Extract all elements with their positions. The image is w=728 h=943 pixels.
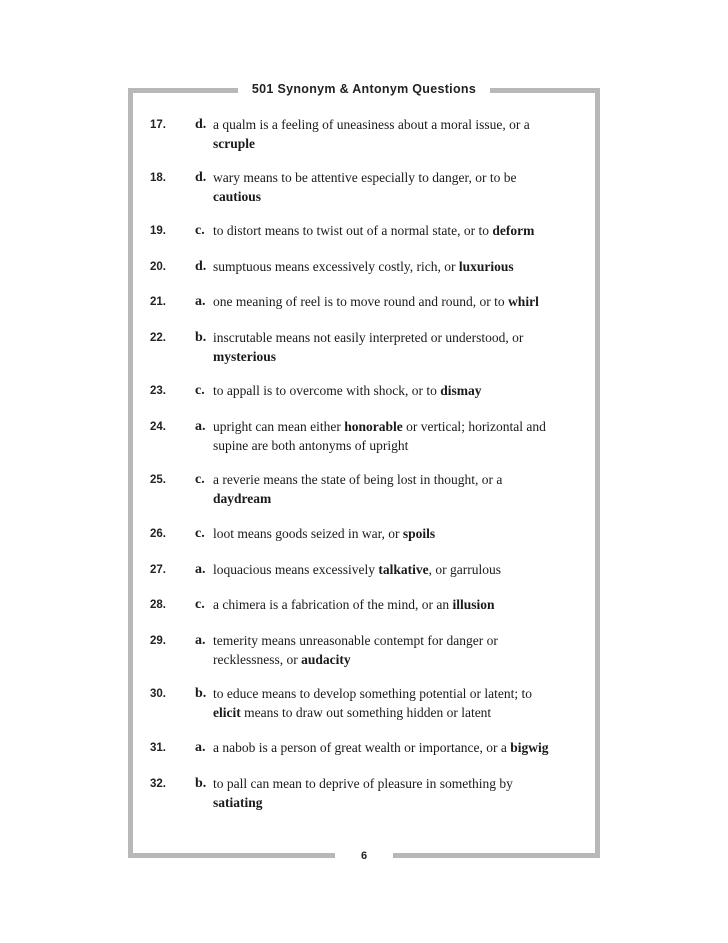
answer-letter: c. bbox=[195, 223, 205, 238]
answer-letter: b. bbox=[195, 330, 207, 345]
answer-word: honorable bbox=[344, 419, 403, 434]
answer-word: scruple bbox=[213, 136, 255, 151]
answer-explanation: temerity means unreasonable contempt for danger or recklessness, or audacity bbox=[213, 633, 498, 667]
answer-number: 29. bbox=[150, 635, 166, 647]
answer-word: whirl bbox=[508, 294, 539, 309]
answer-word: illusion bbox=[452, 597, 495, 612]
answer-item-30 bbox=[150, 684, 570, 722]
answer-item-25 bbox=[150, 470, 570, 508]
running-footer bbox=[0, 846, 728, 864]
answer-letter: a. bbox=[195, 633, 206, 648]
answer-number: 28. bbox=[150, 599, 166, 611]
answer-explanation: a nabob is a person of great wealth or importance, or a bigwig bbox=[213, 740, 549, 755]
answer-word: cautious bbox=[213, 189, 262, 204]
answer-word: audacity bbox=[301, 652, 351, 667]
answer-explanation: a reverie means the state of being lost in thought, or a daydream bbox=[213, 472, 503, 506]
answer-letter: a. bbox=[195, 562, 206, 577]
answer-explanation: loquacious means excessively talkative, or garrulous bbox=[213, 562, 501, 577]
answer-number: 31. bbox=[150, 742, 166, 754]
answer-word: luxurious bbox=[458, 259, 514, 274]
answer-explanation: a chimera is a fabrication of the mind, or an illusion bbox=[213, 597, 495, 612]
answer-item-20 bbox=[150, 257, 570, 276]
answer-letter: d. bbox=[195, 170, 207, 185]
answer-number: 24. bbox=[150, 421, 166, 433]
running-header bbox=[0, 80, 728, 98]
answer-word: mysterious bbox=[213, 349, 276, 364]
answer-item-27 bbox=[150, 560, 570, 579]
answer-word: spoils bbox=[402, 526, 436, 541]
answer-letter: c. bbox=[195, 472, 205, 487]
answer-word: satiating bbox=[213, 795, 263, 810]
answer-letter: c. bbox=[195, 383, 205, 398]
answer-explanation: inscrutable means not easily interpreted or understood, or mysterious bbox=[213, 330, 524, 364]
answer-item-31 bbox=[150, 738, 570, 757]
answer-letter: b. bbox=[195, 686, 207, 701]
answer-number: 18. bbox=[150, 172, 166, 184]
answer-item-23 bbox=[150, 381, 570, 400]
answer-explanation: loot means goods seized in war, or spoils bbox=[213, 526, 436, 541]
answer-number: 17. bbox=[150, 119, 166, 131]
answer-letter: d. bbox=[195, 117, 207, 132]
answer-explanation: to appall is to overcome with shock, or to dismay bbox=[213, 383, 482, 398]
answer-explanation: to educe means to develop something potential or latent; to elicit means to draw out something hidden or latent bbox=[213, 686, 533, 720]
answer-number: 27. bbox=[150, 564, 166, 576]
answer-item-21 bbox=[150, 292, 570, 311]
answer-letter: b. bbox=[195, 776, 207, 791]
answer-word: talkative bbox=[378, 562, 429, 577]
answer-number: 26. bbox=[150, 528, 166, 540]
answer-word: bigwig bbox=[510, 740, 549, 755]
answer-item-28 bbox=[150, 595, 570, 614]
answer-number: 22. bbox=[150, 332, 166, 344]
answer-letter: a. bbox=[195, 740, 206, 755]
answer-number: 25. bbox=[150, 474, 166, 486]
answer-item-18 bbox=[150, 168, 570, 206]
answer-number: 30. bbox=[150, 688, 166, 700]
answer-explanation: to distort means to twist out of a normal state, or to deform bbox=[213, 223, 535, 238]
answer-item-17 bbox=[150, 115, 570, 153]
answer-item-32 bbox=[150, 774, 570, 812]
answer-word: dismay bbox=[440, 383, 482, 398]
answer-explanation: to pall can mean to deprive of pleasure in something by satiating bbox=[213, 776, 513, 810]
answer-explanation: sumptuous means excessively costly, rich, or luxurious bbox=[213, 259, 514, 274]
answer-letter: d. bbox=[195, 259, 207, 274]
answer-item-29 bbox=[150, 631, 570, 669]
answer-letter: c. bbox=[195, 597, 205, 612]
answer-explanation: wary means to be attentive especially to danger, or to be cautious bbox=[213, 170, 517, 204]
answer-number: 20. bbox=[150, 261, 166, 273]
answer-number: 21. bbox=[150, 296, 166, 308]
answer-explanation: a qualm is a feeling of uneasiness about a moral issue, or a scruple bbox=[213, 117, 530, 151]
answer-letter: a. bbox=[195, 419, 206, 434]
answer-letter: c. bbox=[195, 526, 205, 541]
answer-word: daydream bbox=[213, 491, 272, 506]
answer-number: 23. bbox=[150, 385, 166, 397]
answer-item-22 bbox=[150, 328, 570, 366]
answer-number: 32. bbox=[150, 778, 166, 790]
answer-explanation: upright can mean either honorable or vertical; horizontal and supine are both antonyms of upright bbox=[213, 419, 546, 453]
answer-item-24 bbox=[150, 417, 570, 455]
page-number: 6 bbox=[335, 849, 393, 863]
answer-item-19 bbox=[150, 221, 570, 240]
answer-number: 19. bbox=[150, 225, 166, 237]
answer-word: elicit bbox=[213, 705, 241, 720]
answer-explanation: one meaning of reel is to move round and round, or to whirl bbox=[213, 294, 539, 309]
answer-word: deform bbox=[492, 223, 535, 238]
header-title: 501 Synonym & Antonym Questions bbox=[238, 80, 490, 98]
answer-item-26 bbox=[150, 524, 570, 543]
answer-letter: a. bbox=[195, 294, 206, 309]
